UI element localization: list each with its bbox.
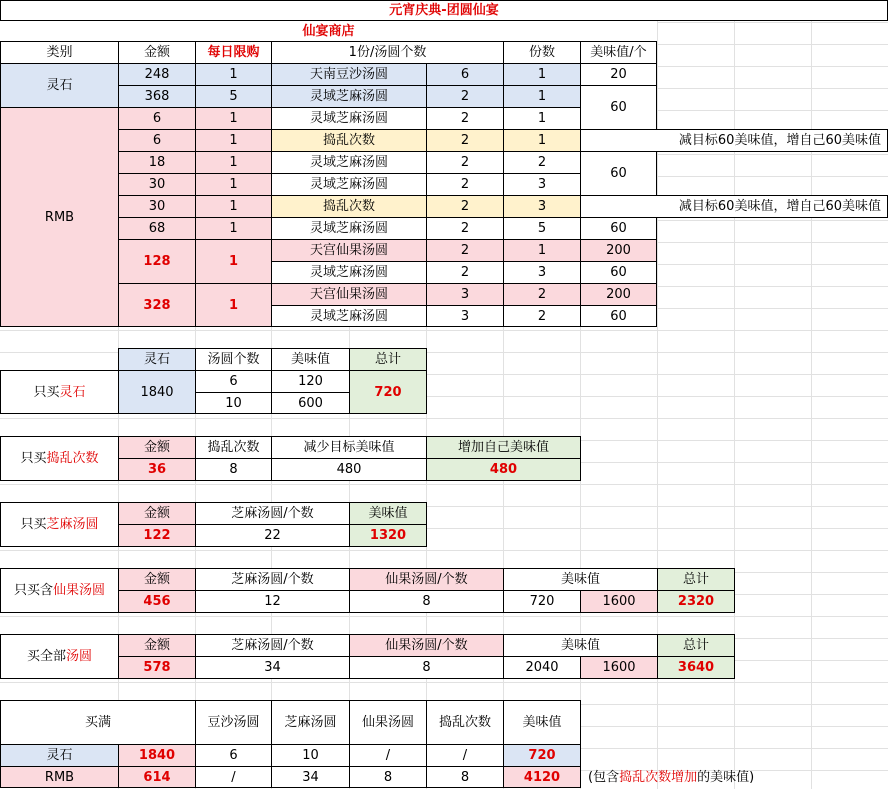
only-xianguo-zhima: 12 <box>195 590 350 613</box>
category-rmb: RMB <box>0 107 119 327</box>
cell-item: 灵域芝麻汤圆 <box>271 107 427 130</box>
buy-all-taste-b: 1600 <box>580 656 658 679</box>
full-header-taste: 美味值 <box>503 700 581 745</box>
header-amount: 金额 <box>118 502 196 525</box>
cell-limit: 1 <box>195 129 272 152</box>
bundle-328-limit: 1 <box>195 283 272 327</box>
buy-all-taste-a: 2040 <box>503 656 581 679</box>
cell-count: 6 <box>195 370 272 393</box>
only-xianguo-label: 只买含 仙果汤圆 <box>0 568 119 613</box>
header-taste: 美味值 <box>503 568 658 591</box>
buy-all-total: 3640 <box>657 656 735 679</box>
only-xianguo-amount: 456 <box>118 590 196 613</box>
header-total: 总计 <box>349 348 427 371</box>
full-header-dousha: 豆沙汤圆 <box>195 700 272 745</box>
cell-item: 天南豆沙汤圆 <box>271 63 427 86</box>
buy-all-label: 买全部 汤圆 <box>0 634 119 679</box>
cell-item: 天宫仙果汤圆 <box>271 239 427 262</box>
header-zhima: 芝麻汤圆/个数 <box>195 634 350 657</box>
cell-count: 2 <box>426 173 504 196</box>
page-title: 元宵庆典-团圆仙宴 <box>0 0 888 21</box>
full-row-daoluan: 8 <box>426 766 504 788</box>
cell-limit: 1 <box>195 173 272 196</box>
cell-portions: 3 <box>503 195 581 218</box>
full-header-daoluan: 捣乱次数 <box>426 700 504 745</box>
full-row-taste: 4120 <box>503 766 581 788</box>
cell-portions: 2 <box>503 305 581 327</box>
full-header-xianguo: 仙果汤圆 <box>349 700 427 745</box>
header-amount: 金额 <box>118 568 196 591</box>
cell-portions: 2 <box>503 151 581 174</box>
only-xianguo-taste-b: 1600 <box>580 590 658 613</box>
bundle-328-amount: 328 <box>118 283 196 327</box>
cell-taste: 200 <box>580 239 657 262</box>
cell-count: 3 <box>426 283 504 306</box>
grid-line <box>811 0 812 789</box>
full-row-xianguo: / <box>349 744 427 767</box>
cell-count: 3 <box>426 305 504 327</box>
cell-taste: 20 <box>580 63 657 86</box>
cell-portions: 2 <box>503 283 581 306</box>
only-daoluan-gain: 480 <box>426 458 581 481</box>
header-xianguo: 仙果汤圆/个数 <box>349 568 504 591</box>
cell-count: 2 <box>426 107 504 130</box>
cell-taste-merged: 60 <box>580 151 657 196</box>
category-lingshi: 灵石 <box>0 63 119 108</box>
cell-portions: 3 <box>503 261 581 284</box>
full-header-zhima: 芝麻汤圆 <box>271 700 350 745</box>
cell-limit: 1 <box>195 151 272 174</box>
header-gain: 增加自己美味值 <box>426 436 581 459</box>
cell-portions: 3 <box>503 173 581 196</box>
full-row-amount: 614 <box>118 766 196 788</box>
header-xianguo: 仙果汤圆/个数 <box>349 634 504 657</box>
cell-amount: 248 <box>118 63 196 86</box>
only-zhima-amount: 122 <box>118 524 196 547</box>
cell-item: 灵域芝麻汤圆 <box>271 305 427 327</box>
header-total: 总计 <box>657 568 735 591</box>
full-row-dousha: 6 <box>195 744 272 767</box>
cell-portions: 1 <box>503 107 581 130</box>
cell-taste: 120 <box>271 370 350 393</box>
header-total: 总计 <box>657 634 735 657</box>
cell-item: 天宫仙果汤圆 <box>271 283 427 306</box>
cell-taste: 60 <box>580 261 657 284</box>
only-zhima-label: 只买 芝麻汤圆 <box>0 502 119 547</box>
bundle-128-amount: 128 <box>118 239 196 284</box>
full-header-label: 买满 <box>0 700 196 745</box>
cell-item: 捣乱次数 <box>271 195 427 218</box>
cell-amount: 6 <box>118 107 196 130</box>
cell-amount: 6 <box>118 129 196 152</box>
cell-note: 减目标60美味值，增自己60美味值 <box>580 129 888 152</box>
header-amount: 金额 <box>118 634 196 657</box>
cell-amount: 18 <box>118 151 196 174</box>
cell-taste: 200 <box>580 283 657 306</box>
only-xianguo-total: 2320 <box>657 590 735 613</box>
only-daoluan-label: 只买 捣乱次数 <box>0 436 119 481</box>
header-times: 捣乱次数 <box>195 436 272 459</box>
cell-item: 灵域芝麻汤圆 <box>271 173 427 196</box>
full-row-zhima: 10 <box>271 744 350 767</box>
cell-count: 2 <box>426 151 504 174</box>
cell-count: 2 <box>426 217 504 240</box>
header-reduce: 减少目标美味值 <box>271 436 427 459</box>
cell-count: 6 <box>426 63 504 86</box>
header-per-portion: 1份/汤圆个数 <box>271 41 504 64</box>
header-lingshi: 灵石 <box>118 348 196 371</box>
only-xianguo-xianguo: 8 <box>349 590 504 613</box>
full-row-dousha: / <box>195 766 272 788</box>
header-category: 类别 <box>0 41 119 64</box>
cell-portions: 1 <box>503 129 581 152</box>
full-row-daoluan: / <box>426 744 504 767</box>
cell-amount: 30 <box>118 195 196 218</box>
header-portions: 份数 <box>503 41 581 64</box>
only-lingshi-value: 1840 <box>118 370 196 414</box>
cell-portions: 1 <box>503 85 581 108</box>
cell-portions: 5 <box>503 217 581 240</box>
cell-portions: 1 <box>503 63 581 86</box>
cell-amount: 368 <box>118 85 196 108</box>
only-zhima-taste: 1320 <box>349 524 427 547</box>
only-daoluan-reduce: 480 <box>271 458 427 481</box>
cell-taste: 60 <box>580 305 657 327</box>
cell-count: 2 <box>426 195 504 218</box>
only-daoluan-amount: 36 <box>118 458 196 481</box>
cell-count: 2 <box>426 239 504 262</box>
cell-note: 减目标60美味值，增自己60美味值 <box>580 195 888 218</box>
only-daoluan-times: 8 <box>195 458 272 481</box>
cell-item: 灵域芝麻汤圆 <box>271 85 427 108</box>
cell-item: 灵域芝麻汤圆 <box>271 261 427 284</box>
full-row-taste: 720 <box>503 744 581 767</box>
header-amount: 金额 <box>118 41 196 64</box>
full-row-amount: 1840 <box>118 744 196 767</box>
header-daily-limit: 每日限购 <box>195 41 272 64</box>
cell-count: 10 <box>195 392 272 414</box>
cell-limit: 1 <box>195 107 272 130</box>
cell-count: 2 <box>426 261 504 284</box>
header-taste: 美味值 <box>503 634 658 657</box>
full-row-xianguo: 8 <box>349 766 427 788</box>
header-per: 芝麻汤圆/个数 <box>195 502 350 525</box>
header-taste: 美味值 <box>349 502 427 525</box>
header-zhima: 芝麻汤圆/个数 <box>195 568 350 591</box>
cell-portions: 1 <box>503 239 581 262</box>
cell-amount: 68 <box>118 217 196 240</box>
cell-limit: 1 <box>195 217 272 240</box>
full-note: (包含 捣乱次数增加 的美味值) <box>588 769 755 785</box>
cell-limit: 1 <box>195 63 272 86</box>
header-taste: 美味值 <box>271 348 350 371</box>
cell-taste: 600 <box>271 392 350 414</box>
header-amount: 金额 <box>118 436 196 459</box>
cell-count: 2 <box>426 129 504 152</box>
cell-limit: 1 <box>195 195 272 218</box>
cell-taste-merged: 60 <box>580 85 657 130</box>
cell-item: 灵域芝麻汤圆 <box>271 217 427 240</box>
full-row-zhima: 34 <box>271 766 350 788</box>
full-row-cat: RMB <box>0 766 119 788</box>
buy-all-xianguo: 8 <box>349 656 504 679</box>
buy-all-zhima: 34 <box>195 656 350 679</box>
cell-limit: 5 <box>195 85 272 108</box>
header-count: 汤圆个数 <box>195 348 272 371</box>
only-xianguo-taste-a: 720 <box>503 590 581 613</box>
cell-count: 2 <box>426 85 504 108</box>
cell-taste: 60 <box>580 217 657 240</box>
full-row-cat: 灵石 <box>0 744 119 767</box>
cell-item: 捣乱次数 <box>271 129 427 152</box>
only-lingshi-total: 720 <box>349 370 427 414</box>
shop-title: 仙宴商店 <box>0 21 657 42</box>
header-taste-each: 美味值/个 <box>580 41 657 64</box>
only-zhima-per: 22 <box>195 524 350 547</box>
only-lingshi-label: 只买 灵石 <box>0 370 119 414</box>
cell-amount: 30 <box>118 173 196 196</box>
bundle-128-limit: 1 <box>195 239 272 284</box>
buy-all-amount: 578 <box>118 656 196 679</box>
cell-item: 灵域芝麻汤圆 <box>271 151 427 174</box>
